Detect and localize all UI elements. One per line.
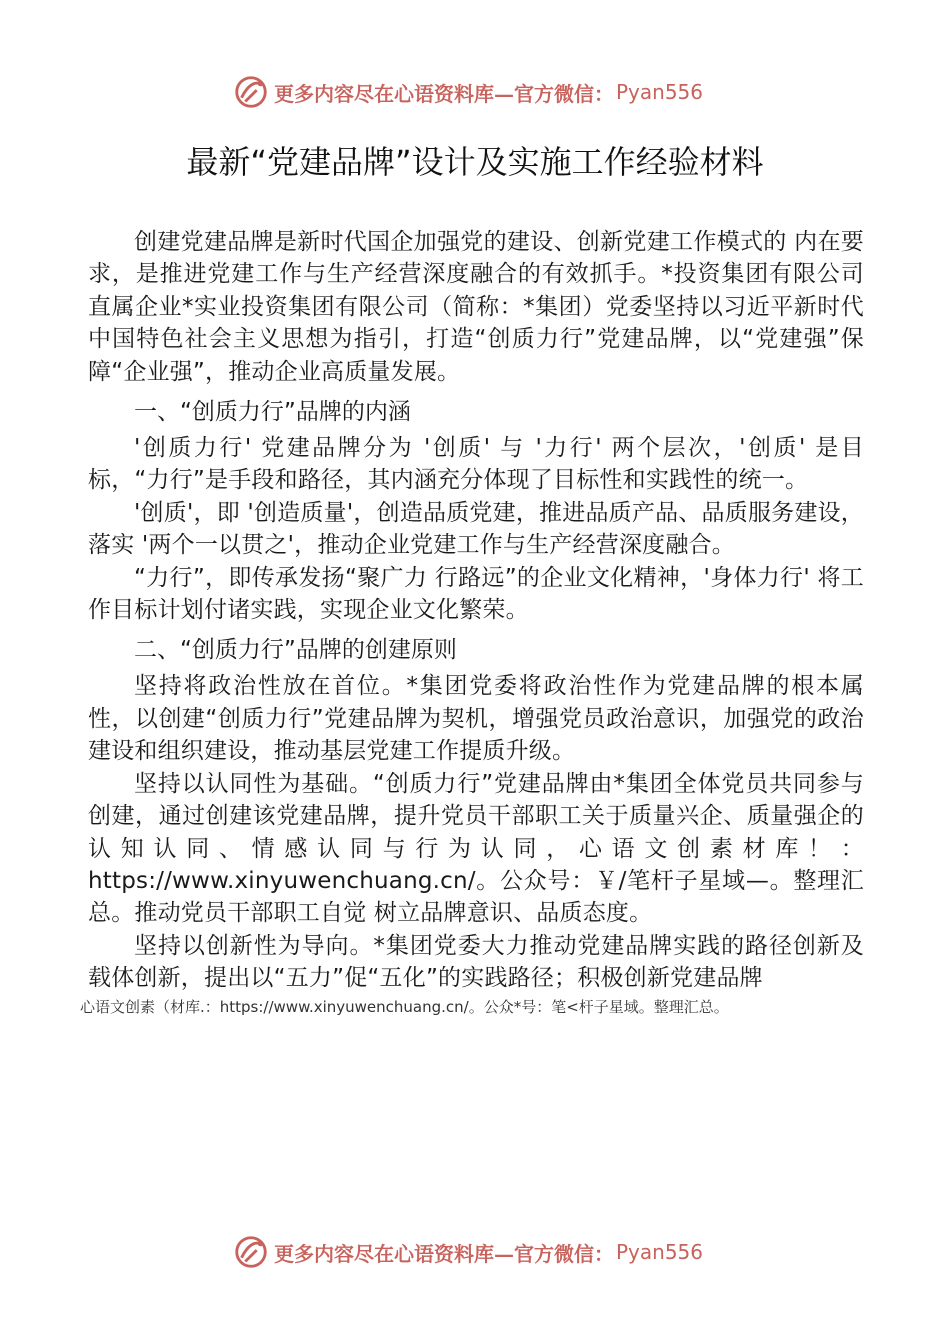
section2-paragraph: 坚持以认同性为基础。“创质力行”党建品牌由*集团全体党员共同参与创建，通过创建该党建品牌，提升党员干部职工关于质量兴企、质量强企的认知认同、情感认同与行为认同，心语文创素材库！：https://www.xinyuwenchuang.cn/。公众号：￥/笔杆子星域—。整理汇总。推动党员干部职工自觉 树立品牌意识、品质态度。	[88, 770, 864, 927]
banner-text: 更多内容尽在心语资料库—官方微信：	[274, 1241, 614, 1266]
section-heading-1: 一、“创质力行”品牌的内涵	[134, 399, 411, 426]
banner-handle: Pyan556	[616, 1240, 704, 1264]
section-heading-2: 二、“创质力行”品牌的创建原则	[134, 637, 457, 664]
section2-paragraph: 坚持将政治性放在首位。*集团党委将政治性作为党建品牌的根本属性，以创建“创质力行”党建品牌为契机，增强党员政治意识，加强党的政治建设和组织建设，推动基层党建工作提质升级。	[88, 673, 864, 765]
footnote-text: 心语文创素（材库.：https://www.xinyuwenchuang.cn/。公众*号：笔<杆子星域。整理汇总。	[80, 998, 729, 1016]
document-title: 最新“党建品牌”设计及实施工作经验材料	[186, 143, 764, 181]
header-banner	[232, 72, 732, 112]
section1-paragraph: '创质力行' 党建品牌分为 '创质' 与 '力行' 两个层次，'创质' 是目标，“力行”是手段和路径，其内涵充分体现了目标性和实践性的统一。	[88, 435, 864, 494]
banner-handle: Pyan556	[616, 80, 704, 104]
brand-logo-icon	[232, 1233, 270, 1271]
section2-paragraph: 坚持以创新性为导向。*集团党委大力推动党建品牌实践的路径创新及载体创新，提出以“五力”促“五化”的实践路径；积极创新党建品牌	[88, 932, 864, 992]
footer-banner	[232, 1232, 732, 1272]
document-body	[88, 226, 864, 995]
banner-text: 更多内容尽在心语资料库—官方微信：	[274, 81, 614, 106]
section1-paragraph: “力行”，即传承发扬“聚广力 行路远”的企业文化精神，'身体力行' 将工作目标计划付诸实践，实现企业文化繁荣。	[88, 564, 864, 624]
intro-paragraph: 创建党建品牌是新时代国企加强党的建设、创新党建工作模式的 内在要求，是推进党建工作与生产经营深度融合的有效抓手。*投资集团有限公司直属企业*实业投资集团有限公司（简称：*集团）党委坚持以习近平新时代中国特色社会主义思想为指引，打造“创质力行”党建品牌，以“党建强”保障“企业强”，推动企业高质量发展。	[88, 229, 864, 385]
section1-paragraph: '创质'，即 '创造质量'，创造品质党建，推进品质产品、品质服务建设，落实 '两个一以贯之'，推动企业党建工作与生产经营深度融合。	[88, 499, 864, 559]
brand-logo-icon	[232, 73, 270, 111]
